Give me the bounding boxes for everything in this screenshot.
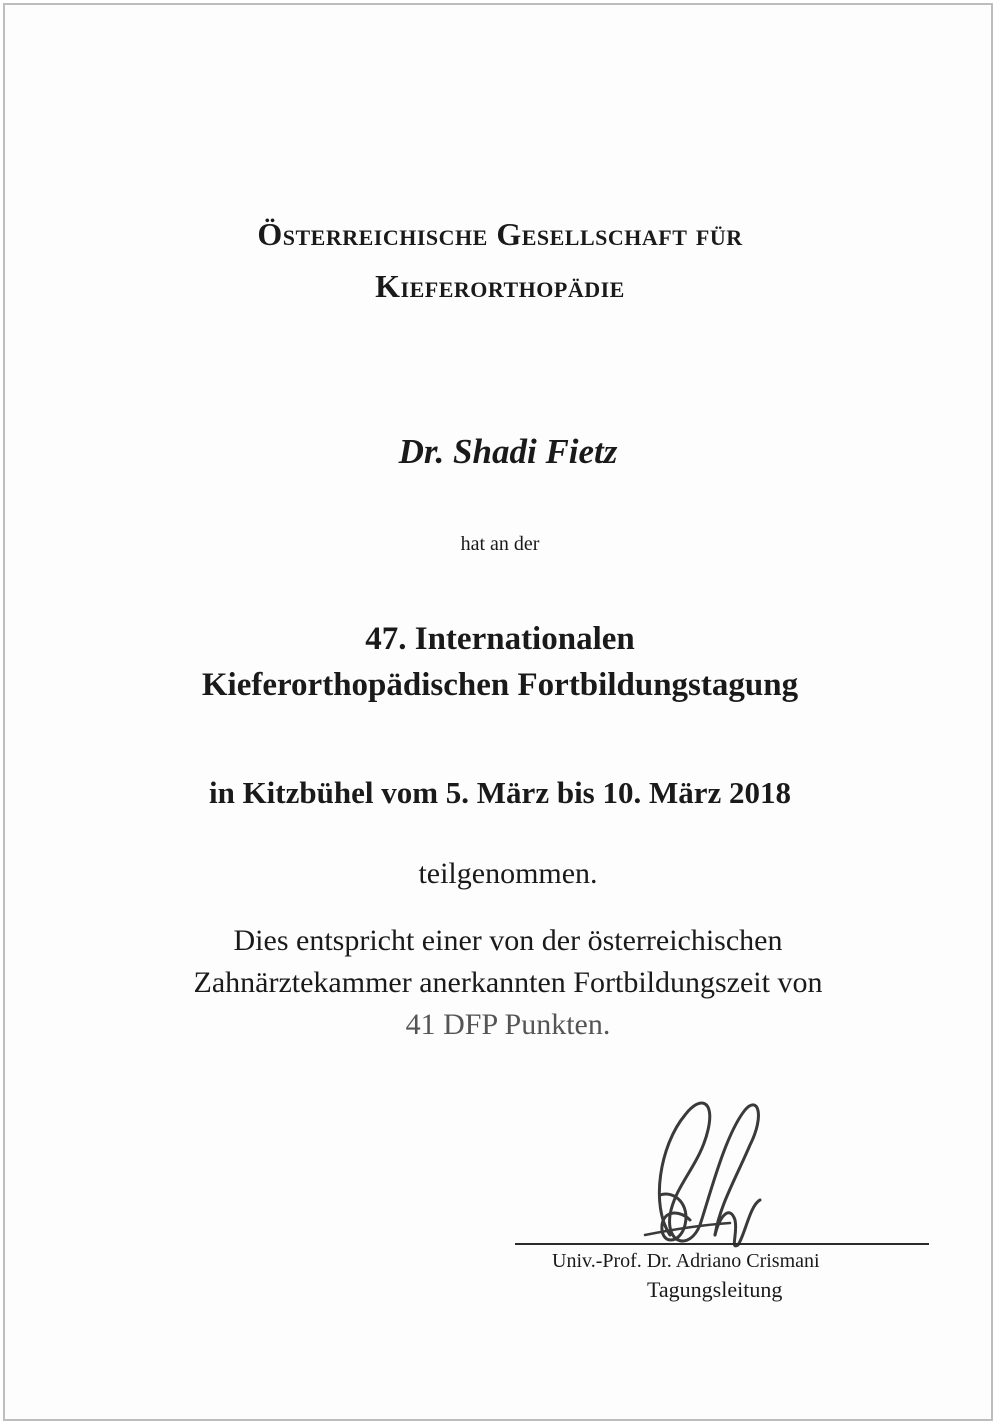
signatory-role: Tagungsleitung xyxy=(647,1277,783,1302)
signature-line xyxy=(515,1243,929,1245)
recipient-name: Dr. Shadi Fietz xyxy=(398,432,618,471)
credit-statement-line-1: Dies entspricht einer von der österreichischen xyxy=(233,924,783,957)
society-title-line-1: Österreichische Gesellschaft für xyxy=(257,216,743,252)
credit-points: 41 DFP Punkten. xyxy=(405,1008,611,1041)
event-title xyxy=(0,616,1000,708)
intro-text: hat an der xyxy=(460,533,540,555)
credit-statement xyxy=(8,920,1000,1046)
signatory-name: Univ.-Prof. Dr. Adriano Crismani xyxy=(552,1250,820,1272)
society-title xyxy=(0,208,1000,312)
participated-text: teilgenommen. xyxy=(418,857,598,890)
credit-statement-line-2: Zahnärztekammer anerkannten Fortbildungszeit von xyxy=(193,966,823,999)
society-title-line-2: Kieferorthopädie xyxy=(375,268,625,304)
event-title-line-2: Kieferorthopädischen Fortbildungstagung xyxy=(201,667,799,703)
event-title-line-1: 47. Internationalen xyxy=(365,621,635,657)
place-and-date: in Kitzbühel vom 5. März bis 10. März 2018 xyxy=(208,775,792,810)
